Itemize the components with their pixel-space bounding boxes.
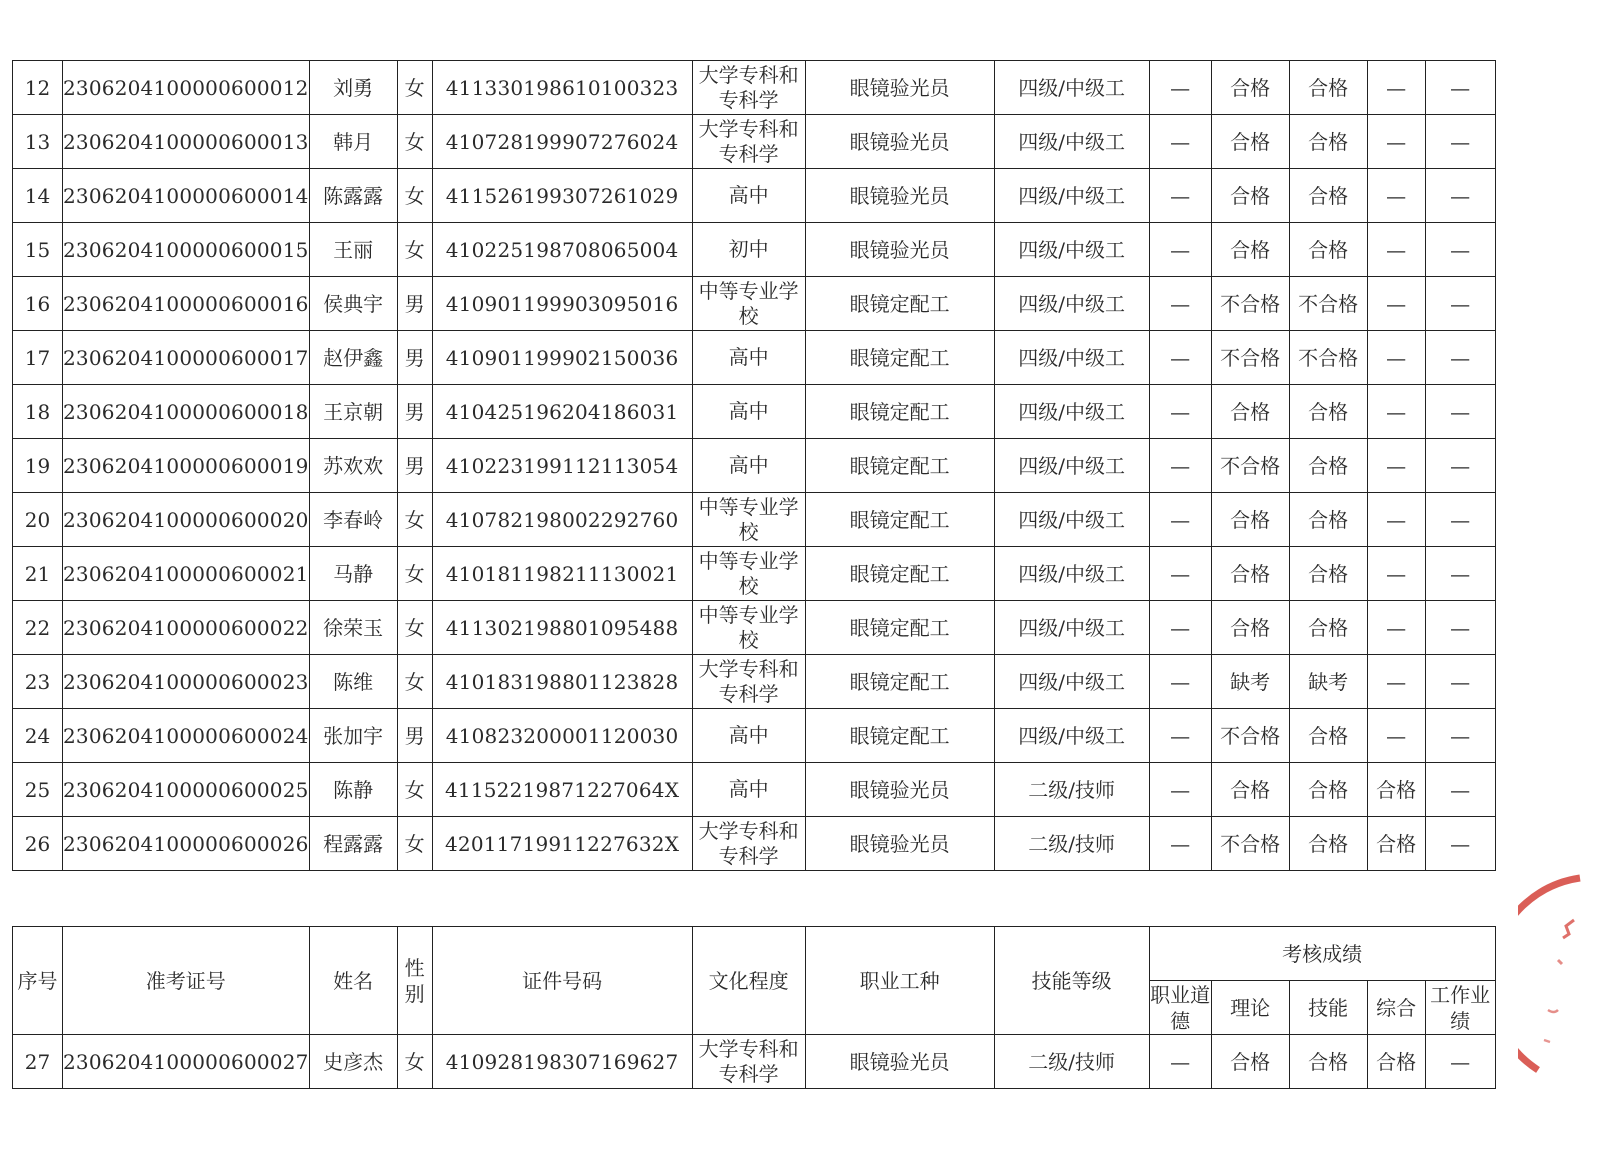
seq-cell: 17 [13, 331, 63, 385]
name-cell: 李春岭 [309, 493, 397, 547]
occupation-cell: 眼镜定配工 [805, 601, 994, 655]
skill-level-cell: 四级/中级工 [994, 385, 1149, 439]
occupation-cell: 眼镜定配工 [805, 331, 994, 385]
occupation-cell: 眼镜定配工 [805, 439, 994, 493]
occupation-cell: 眼镜验光员 [805, 223, 994, 277]
skill-cell: 合格 [1289, 547, 1367, 601]
gender-cell: 男 [397, 439, 432, 493]
ethics-cell: — [1149, 277, 1211, 331]
education-cell: 高中 [692, 439, 805, 493]
id-number-cell: 410728199907276024 [432, 115, 692, 169]
seq-cell: 16 [13, 277, 63, 331]
ticket-cell: 2306204100000600026 [63, 817, 310, 871]
ticket-cell: 2306204100000600014 [63, 169, 310, 223]
table-row [13, 493, 1496, 547]
theory-cell: 不合格 [1211, 331, 1289, 385]
theory-cell: 合格 [1211, 493, 1289, 547]
skill-level-cell: 四级/中级工 [994, 115, 1149, 169]
occupation-cell: 眼镜定配工 [805, 385, 994, 439]
occupation-cell: 眼镜验光员 [805, 61, 994, 115]
name-cell: 刘勇 [309, 61, 397, 115]
name-cell: 陈静 [309, 763, 397, 817]
performance-cell: — [1425, 223, 1495, 277]
table-row [13, 601, 1496, 655]
gender-cell: 女 [397, 601, 432, 655]
name-cell: 陈维 [309, 655, 397, 709]
skill-cell: 不合格 [1289, 277, 1367, 331]
occupation-cell: 眼镜验光员 [805, 115, 994, 169]
comprehensive-cell: — [1367, 655, 1425, 709]
name-cell: 韩月 [309, 115, 397, 169]
performance-cell: — [1425, 277, 1495, 331]
seq-cell: 26 [13, 817, 63, 871]
occupation-cell: 眼镜定配工 [805, 547, 994, 601]
gender-cell: 女 [397, 223, 432, 277]
skill-cell: 合格 [1289, 1035, 1367, 1089]
skill-level-cell: 二级/技师 [994, 1035, 1149, 1089]
comprehensive-cell: 合格 [1367, 817, 1425, 871]
skill-level-cell: 四级/中级工 [994, 277, 1149, 331]
performance-cell: — [1425, 169, 1495, 223]
candidate-table [12, 60, 1496, 871]
ticket-cell: 2306204100000600012 [63, 61, 310, 115]
official-seal-icon [1518, 860, 1600, 1090]
ethics-cell: — [1149, 115, 1211, 169]
comprehensive-cell: 合格 [1367, 1035, 1425, 1089]
ethics-cell: — [1149, 763, 1211, 817]
comprehensive-cell: 合格 [1367, 763, 1425, 817]
theory-cell: 合格 [1211, 1035, 1289, 1089]
table-row [13, 115, 1496, 169]
id-number-cell: 410225198708065004 [432, 223, 692, 277]
skill-level-cell: 四级/中级工 [994, 331, 1149, 385]
education-cell: 大学专科和专科学 [692, 1035, 805, 1089]
gender-cell: 女 [397, 763, 432, 817]
skill-level-cell: 四级/中级工 [994, 223, 1149, 277]
skill-level-cell: 四级/中级工 [994, 601, 1149, 655]
performance-cell: — [1425, 763, 1495, 817]
header-occupation: 职业工种 [805, 927, 994, 1035]
skill-cell: 缺考 [1289, 655, 1367, 709]
id-number-cell: 410181198211130021 [432, 547, 692, 601]
gender-cell: 女 [397, 655, 432, 709]
name-cell: 王丽 [309, 223, 397, 277]
seq-cell: 23 [13, 655, 63, 709]
skill-cell: 合格 [1289, 601, 1367, 655]
theory-cell: 合格 [1211, 547, 1289, 601]
name-cell: 苏欢欢 [309, 439, 397, 493]
comprehensive-cell: — [1367, 493, 1425, 547]
theory-cell: 合格 [1211, 223, 1289, 277]
table-row [13, 763, 1496, 817]
ticket-cell: 2306204100000600019 [63, 439, 310, 493]
ethics-cell: — [1149, 169, 1211, 223]
skill-level-cell: 二级/技师 [994, 763, 1149, 817]
ethics-cell: — [1149, 223, 1211, 277]
id-number-cell: 411330198610100323 [432, 61, 692, 115]
ethics-cell: — [1149, 1035, 1211, 1089]
header-scores-group: 考核成绩 [1149, 927, 1495, 981]
performance-cell: — [1425, 547, 1495, 601]
ticket-cell: 2306204100000600027 [63, 1035, 310, 1089]
id-number-cell: 410183198801123828 [432, 655, 692, 709]
gender-cell: 男 [397, 385, 432, 439]
occupation-cell: 眼镜定配工 [805, 655, 994, 709]
id-number-cell: 411526199307261029 [432, 169, 692, 223]
table-row [13, 547, 1496, 601]
skill-cell: 合格 [1289, 169, 1367, 223]
ticket-cell: 2306204100000600022 [63, 601, 310, 655]
comprehensive-cell: — [1367, 115, 1425, 169]
performance-cell: — [1425, 115, 1495, 169]
skill-cell: 合格 [1289, 709, 1367, 763]
theory-cell: 合格 [1211, 61, 1289, 115]
seq-cell: 19 [13, 439, 63, 493]
education-cell: 高中 [692, 763, 805, 817]
skill-cell: 合格 [1289, 223, 1367, 277]
education-cell: 高中 [692, 169, 805, 223]
seq-cell: 24 [13, 709, 63, 763]
name-cell: 马静 [309, 547, 397, 601]
id-number-cell: 411302198801095488 [432, 601, 692, 655]
ticket-cell: 2306204100000600021 [63, 547, 310, 601]
theory-cell: 缺考 [1211, 655, 1289, 709]
comprehensive-cell: — [1367, 385, 1425, 439]
id-number-cell: 42011719911227632X [432, 817, 692, 871]
candidate-table-continued [12, 926, 1496, 1089]
seq-cell: 20 [13, 493, 63, 547]
table-row [13, 61, 1496, 115]
skill-level-cell: 二级/技师 [994, 817, 1149, 871]
education-cell: 大学专科和专科学 [692, 817, 805, 871]
header-performance: 工作业绩 [1425, 981, 1495, 1035]
performance-cell: — [1425, 385, 1495, 439]
seq-cell: 25 [13, 763, 63, 817]
header-ticket: 准考证号 [63, 927, 310, 1035]
gender-cell: 男 [397, 709, 432, 763]
education-cell: 中等专业学校 [692, 601, 805, 655]
skill-level-cell: 四级/中级工 [994, 709, 1149, 763]
gender-cell: 女 [397, 547, 432, 601]
theory-cell: 合格 [1211, 601, 1289, 655]
comprehensive-cell: — [1367, 223, 1425, 277]
header-theory: 理论 [1211, 981, 1289, 1035]
table-row [13, 817, 1496, 871]
skill-level-cell: 四级/中级工 [994, 547, 1149, 601]
ethics-cell: — [1149, 331, 1211, 385]
education-cell: 高中 [692, 331, 805, 385]
seq-cell: 15 [13, 223, 63, 277]
education-cell: 大学专科和专科学 [692, 115, 805, 169]
education-cell: 初中 [692, 223, 805, 277]
header-name: 姓名 [309, 927, 397, 1035]
table-row [13, 385, 1496, 439]
ticket-cell: 2306204100000600018 [63, 385, 310, 439]
ethics-cell: — [1149, 439, 1211, 493]
table-row [13, 277, 1496, 331]
performance-cell: — [1425, 1035, 1495, 1089]
seq-cell: 12 [13, 61, 63, 115]
ethics-cell: — [1149, 709, 1211, 763]
table-row [13, 223, 1496, 277]
comprehensive-cell: — [1367, 169, 1425, 223]
skill-cell: 合格 [1289, 763, 1367, 817]
header-id-number: 证件号码 [432, 927, 692, 1035]
name-cell: 史彦杰 [309, 1035, 397, 1089]
name-cell: 侯典宇 [309, 277, 397, 331]
header-row [13, 927, 1496, 981]
gender-cell: 女 [397, 115, 432, 169]
ethics-cell: — [1149, 817, 1211, 871]
education-cell: 中等专业学校 [692, 277, 805, 331]
name-cell: 陈露露 [309, 169, 397, 223]
name-cell: 赵伊鑫 [309, 331, 397, 385]
header-education: 文化程度 [692, 927, 805, 1035]
ticket-cell: 2306204100000600025 [63, 763, 310, 817]
education-cell: 中等专业学校 [692, 493, 805, 547]
id-number-cell: 410901199903095016 [432, 277, 692, 331]
performance-cell: — [1425, 709, 1495, 763]
gender-cell: 男 [397, 277, 432, 331]
skill-cell: 合格 [1289, 61, 1367, 115]
id-number-cell: 410425196204186031 [432, 385, 692, 439]
theory-cell: 合格 [1211, 115, 1289, 169]
skill-level-cell: 四级/中级工 [994, 439, 1149, 493]
occupation-cell: 眼镜验光员 [805, 817, 994, 871]
header-gender: 性别 [397, 927, 432, 1035]
ethics-cell: — [1149, 655, 1211, 709]
seq-cell: 14 [13, 169, 63, 223]
gender-cell: 女 [397, 169, 432, 223]
skill-level-cell: 四级/中级工 [994, 655, 1149, 709]
id-number-cell: 410928198307169627 [432, 1035, 692, 1089]
skill-cell: 合格 [1289, 493, 1367, 547]
occupation-cell: 眼镜定配工 [805, 493, 994, 547]
skill-cell: 不合格 [1289, 331, 1367, 385]
education-cell: 中等专业学校 [692, 547, 805, 601]
skill-level-cell: 四级/中级工 [994, 61, 1149, 115]
performance-cell: — [1425, 61, 1495, 115]
id-number-cell: 410823200001120030 [432, 709, 692, 763]
occupation-cell: 眼镜验光员 [805, 1035, 994, 1089]
ethics-cell: — [1149, 547, 1211, 601]
occupation-cell: 眼镜验光员 [805, 169, 994, 223]
occupation-cell: 眼镜定配工 [805, 277, 994, 331]
theory-cell: 合格 [1211, 763, 1289, 817]
ticket-cell: 2306204100000600016 [63, 277, 310, 331]
comprehensive-cell: — [1367, 709, 1425, 763]
gender-cell: 男 [397, 331, 432, 385]
ticket-cell: 2306204100000600013 [63, 115, 310, 169]
comprehensive-cell: — [1367, 61, 1425, 115]
skill-cell: 合格 [1289, 817, 1367, 871]
header-skill: 技能 [1289, 981, 1367, 1035]
gender-cell: 女 [397, 1035, 432, 1089]
performance-cell: — [1425, 493, 1495, 547]
ticket-cell: 2306204100000600020 [63, 493, 310, 547]
seq-cell: 13 [13, 115, 63, 169]
skill-cell: 合格 [1289, 115, 1367, 169]
table-row [13, 331, 1496, 385]
name-cell: 徐荣玉 [309, 601, 397, 655]
performance-cell: — [1425, 601, 1495, 655]
ethics-cell: — [1149, 601, 1211, 655]
comprehensive-cell: — [1367, 547, 1425, 601]
ethics-cell: — [1149, 493, 1211, 547]
seq-cell: 27 [13, 1035, 63, 1089]
ticket-cell: 2306204100000600015 [63, 223, 310, 277]
header-skill-level: 技能等级 [994, 927, 1149, 1035]
gender-cell: 女 [397, 817, 432, 871]
education-cell: 大学专科和专科学 [692, 655, 805, 709]
ethics-cell: — [1149, 385, 1211, 439]
table-row [13, 709, 1496, 763]
skill-cell: 合格 [1289, 439, 1367, 493]
occupation-cell: 眼镜定配工 [805, 709, 994, 763]
performance-cell: — [1425, 439, 1495, 493]
theory-cell: 不合格 [1211, 277, 1289, 331]
theory-cell: 不合格 [1211, 817, 1289, 871]
gender-cell: 女 [397, 493, 432, 547]
skill-level-cell: 四级/中级工 [994, 169, 1149, 223]
comprehensive-cell: — [1367, 277, 1425, 331]
education-cell: 高中 [692, 709, 805, 763]
ticket-cell: 2306204100000600024 [63, 709, 310, 763]
ethics-cell: — [1149, 61, 1211, 115]
comprehensive-cell: — [1367, 601, 1425, 655]
occupation-cell: 眼镜验光员 [805, 763, 994, 817]
education-cell: 高中 [692, 385, 805, 439]
theory-cell: 合格 [1211, 169, 1289, 223]
theory-cell: 合格 [1211, 385, 1289, 439]
performance-cell: — [1425, 817, 1495, 871]
theory-cell: 不合格 [1211, 709, 1289, 763]
comprehensive-cell: — [1367, 439, 1425, 493]
table-row [13, 655, 1496, 709]
name-cell: 王京朝 [309, 385, 397, 439]
table-row [13, 1035, 1496, 1089]
seq-cell: 21 [13, 547, 63, 601]
comprehensive-cell: — [1367, 331, 1425, 385]
header-seq: 序号 [13, 927, 63, 1035]
performance-cell: — [1425, 331, 1495, 385]
name-cell: 张加宇 [309, 709, 397, 763]
theory-cell: 不合格 [1211, 439, 1289, 493]
id-number-cell: 410782198002292760 [432, 493, 692, 547]
skill-level-cell: 四级/中级工 [994, 493, 1149, 547]
id-number-cell: 41152219871227064X [432, 763, 692, 817]
table-row [13, 169, 1496, 223]
education-cell: 大学专科和专科学 [692, 61, 805, 115]
seq-cell: 18 [13, 385, 63, 439]
ticket-cell: 2306204100000600017 [63, 331, 310, 385]
gender-cell: 女 [397, 61, 432, 115]
seq-cell: 22 [13, 601, 63, 655]
performance-cell: — [1425, 655, 1495, 709]
id-number-cell: 410901199902150036 [432, 331, 692, 385]
ticket-cell: 2306204100000600023 [63, 655, 310, 709]
id-number-cell: 410223199112113054 [432, 439, 692, 493]
skill-cell: 合格 [1289, 385, 1367, 439]
header-ethics: 职业道德 [1150, 982, 1211, 1033]
name-cell: 程露露 [309, 817, 397, 871]
header-comprehensive: 综合 [1367, 981, 1425, 1035]
table-row [13, 439, 1496, 493]
